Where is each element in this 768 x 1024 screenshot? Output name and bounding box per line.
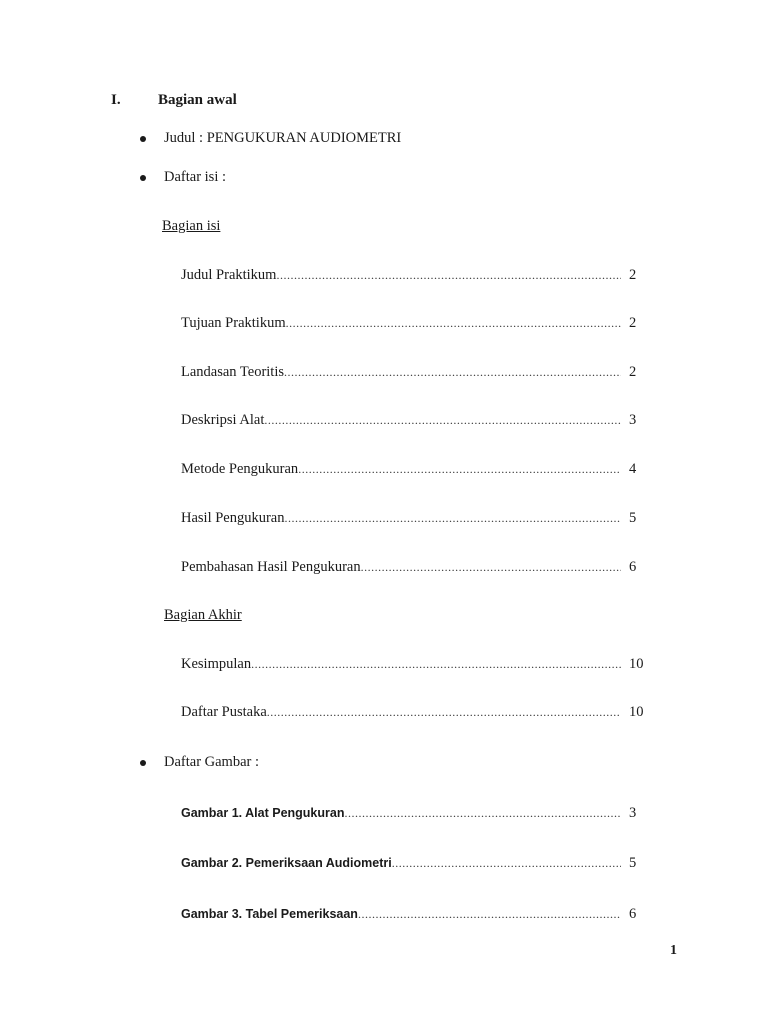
toc-entry [181,461,651,478]
bagian-isi-heading: Bagian isi [162,218,221,234]
section-heading [111,92,237,109]
figure-label: Gambar 3. Tabel Pemeriksaan [181,907,358,921]
daftar-isi-text: Daftar isi : [164,169,227,185]
toc-page: 6 [629,559,637,575]
toc-entry [181,559,651,576]
toc-entry [181,656,651,673]
bullet-icon [140,175,146,181]
toc-page: 3 [629,412,637,428]
toc-leader [276,268,621,283]
bagian-akhir-heading: Bagian Akhir [164,607,242,623]
toc-entry [181,704,651,721]
daftar-gambar-text: Daftar Gambar : [164,754,260,770]
figure-page: 6 [629,906,637,922]
bullet-daftar-gambar [140,754,259,771]
section-title: Bagian awal [158,92,237,108]
toc-page: 10 [629,704,644,720]
figure-label: Gambar 1. Alat Pengukuran [181,806,345,820]
toc-label: Deskripsi Alat [181,412,265,428]
toc-label: Pembahasan Hasil Pengukuran [181,559,361,575]
toc-leader [344,806,621,821]
bullet-judul [140,130,401,147]
bullet-daftar-isi [140,169,226,186]
figure-entry [181,906,651,923]
toc-entry [181,364,651,381]
toc-page: 10 [629,656,644,672]
toc-entry [181,510,651,527]
toc-entry [181,412,651,429]
judul-text: Judul : PENGUKURAN AUDIOMETRI [164,130,402,146]
figure-page: 5 [629,855,637,871]
toc-leader [251,657,621,672]
toc-page: 2 [629,315,637,331]
toc-label: Judul Praktikum [181,267,277,283]
toc-label: Hasil Pengukuran [181,510,285,526]
figure-entry [181,855,651,872]
figure-label: Gambar 2. Pemeriksaan Audiometri [181,856,392,870]
section-number: I. [111,92,121,108]
toc-entry [181,315,651,332]
toc-leader [286,316,621,331]
page-number: 1 [670,943,677,958]
figure-page: 3 [629,805,637,821]
toc-leader [284,365,621,380]
toc-leader [267,705,621,720]
toc-leader [298,462,621,477]
toc-page: 5 [629,510,637,526]
toc-entry [181,267,651,284]
toc-leader [361,560,621,575]
toc-label: Kesimpulan [181,656,252,672]
toc-page: 4 [629,461,637,477]
toc-leader [392,856,621,871]
bullet-icon [140,760,146,766]
toc-leader [264,413,621,428]
toc-leader [358,907,621,922]
toc-page: 2 [629,267,637,283]
figure-entry [181,805,651,822]
toc-leader [285,511,622,526]
toc-label: Daftar Pustaka [181,704,267,720]
toc-label: Tujuan Praktikum [181,315,286,331]
toc-label: Metode Pengukuran [181,461,299,477]
toc-page: 2 [629,364,637,380]
bullet-icon [140,136,146,142]
toc-label: Landasan Teoritis [181,364,285,380]
